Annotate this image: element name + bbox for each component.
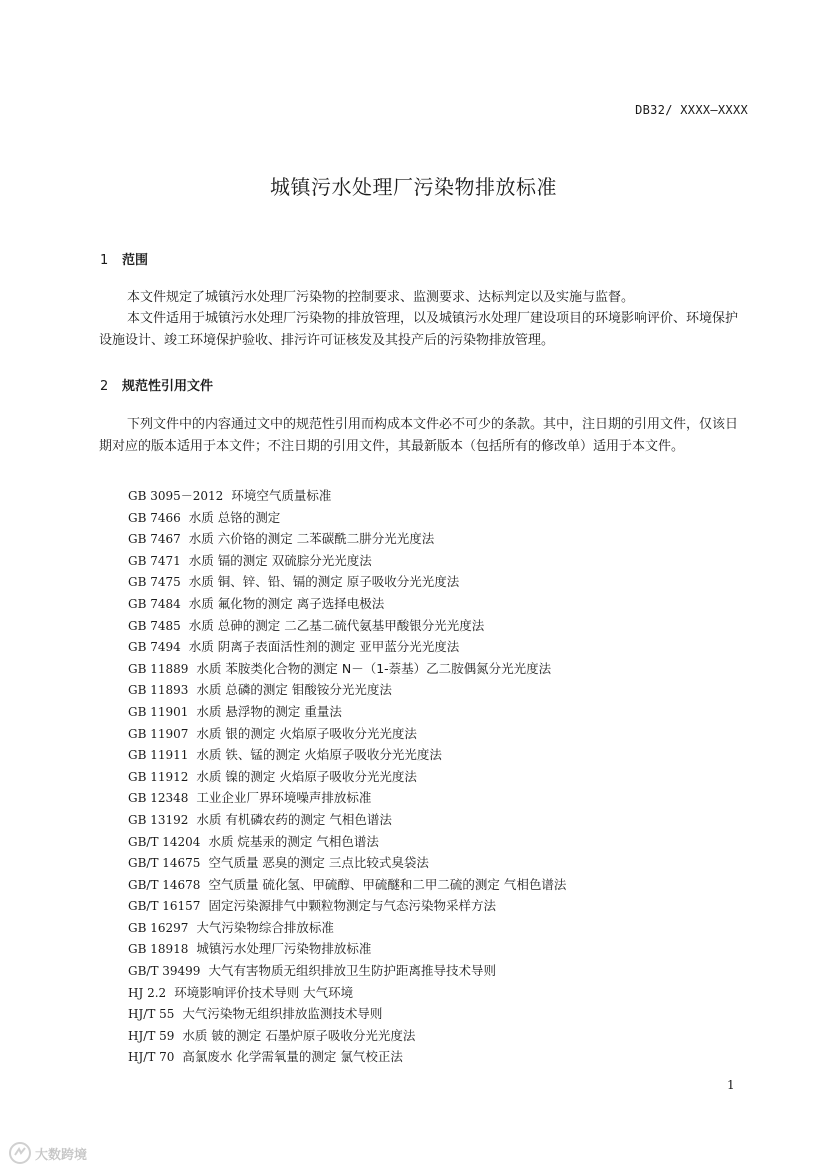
reference-code: GB 11911 bbox=[128, 748, 189, 763]
reference-title: 水质 镍的测定 火焰原子吸收分光光度法 bbox=[196, 768, 417, 784]
watermark-logo-icon bbox=[8, 1141, 32, 1165]
reference-code: GB 7471 bbox=[128, 553, 181, 568]
reference-title: 水质 苯胺类化合物的测定 N－（1-萘基）乙二胺偶氮分光光度法 bbox=[196, 660, 552, 676]
reference-title: 空气质量 硫化氢、甲硫醇、甲硫醚和二甲二硫的测定 气相色谱法 bbox=[208, 876, 567, 892]
reference-title: 水质 有机磷农药的测定 气相色谱法 bbox=[196, 811, 392, 827]
reference-code: GB/T 16157 bbox=[128, 899, 201, 914]
reference-code: GB/T 39499 bbox=[128, 964, 201, 979]
reference-code: GB 7467 bbox=[128, 532, 181, 547]
reference-item bbox=[128, 874, 566, 896]
reference-code: HJ/T 55 bbox=[128, 1007, 175, 1022]
reference-item bbox=[128, 550, 566, 572]
reference-title: 水质 总砷的测定 二乙基二硫代氨基甲酸银分光光度法 bbox=[188, 617, 485, 633]
reference-item bbox=[128, 744, 566, 766]
reference-code: GB/T 14678 bbox=[128, 877, 201, 892]
reference-title: 水质 银的测定 火焰原子吸收分光光度法 bbox=[196, 725, 417, 741]
reference-title: 大气污染物综合排放标准 bbox=[196, 919, 334, 935]
reference-title: 高氯废水 化学需氧量的测定 氯气校正法 bbox=[182, 1049, 403, 1065]
reference-code: HJ/T 59 bbox=[128, 1028, 175, 1043]
reference-code: GB 7475 bbox=[128, 575, 181, 590]
reference-item bbox=[128, 636, 566, 658]
section-1-heading bbox=[100, 249, 148, 268]
reference-code: GB 11901 bbox=[128, 704, 189, 719]
reference-item bbox=[128, 895, 566, 917]
reference-item bbox=[128, 571, 566, 593]
reference-item bbox=[128, 485, 566, 507]
reference-item bbox=[128, 593, 566, 615]
reference-code: GB 7485 bbox=[128, 618, 181, 633]
reference-code: GB 13192 bbox=[128, 812, 189, 827]
reference-list bbox=[128, 485, 566, 1068]
reference-code: GB 7466 bbox=[128, 510, 181, 525]
reference-item bbox=[128, 658, 566, 680]
section-1-number: 1 bbox=[100, 253, 109, 268]
reference-code: HJ 2.2 bbox=[128, 985, 167, 1000]
reference-item bbox=[128, 723, 566, 745]
reference-code: GB 3095－2012 bbox=[128, 489, 224, 503]
reference-code: GB/T 14204 bbox=[128, 834, 201, 849]
reference-code: GB 11912 bbox=[128, 769, 189, 784]
page-number: 1 bbox=[727, 1078, 735, 1092]
reference-title: 工业企业厂界环境噪声排放标准 bbox=[196, 790, 372, 806]
reference-title: 水质 铍的测定 石墨炉原子吸收分光光度法 bbox=[182, 1027, 416, 1043]
watermark bbox=[8, 1141, 87, 1165]
reference-title: 空气质量 恶臭的测定 三点比较式臭袋法 bbox=[208, 855, 429, 871]
reference-title: 水质 悬浮物的测定 重量法 bbox=[196, 703, 342, 719]
reference-code: GB 11907 bbox=[128, 726, 189, 741]
document-title: 城镇污水处理厂污染物排放标准 bbox=[270, 175, 557, 199]
section-1-paragraph-1: 本文件规定了城镇污水处理厂污染物的控制要求、监测要求、达标判定以及实施与监督。 bbox=[127, 290, 635, 305]
reference-item bbox=[128, 615, 566, 637]
reference-item bbox=[128, 917, 566, 939]
reference-code: GB/T 14675 bbox=[128, 856, 201, 871]
reference-code: GB 7484 bbox=[128, 596, 181, 611]
reference-item bbox=[128, 528, 566, 550]
reference-title: 水质 镉的测定 双硫腙分光光度法 bbox=[188, 552, 372, 568]
reference-title: 水质 铁、锰的测定 火焰原子吸收分光光度法 bbox=[196, 747, 442, 763]
reference-title: 固定污染源排气中颗粒物测定与气态污染物采样方法 bbox=[208, 898, 496, 914]
reference-item bbox=[128, 1025, 566, 1047]
reference-item bbox=[128, 1003, 566, 1025]
reference-code: GB 16297 bbox=[128, 920, 189, 935]
watermark-text: 大数跨境 bbox=[35, 1147, 88, 1163]
section-2-number: 2 bbox=[100, 379, 109, 394]
reference-title: 水质 阴离子表面活性剂的测定 亚甲蓝分光光度法 bbox=[188, 639, 460, 655]
reference-item bbox=[128, 701, 566, 723]
reference-title: 环境影响评价技术导则 大气环境 bbox=[174, 984, 354, 1000]
reference-code: GB 7494 bbox=[128, 640, 181, 655]
reference-title: 水质 烷基汞的测定 气相色谱法 bbox=[208, 833, 379, 849]
section-1-paragraph-2: 本文件适用于城镇污水处理厂污染物的排放管理，以及城镇污水处理厂建设项目的环境影响评价、环境保护设施设计、竣工环境保护验收、排污许可证核发及其投产后的污染物排放管理。 bbox=[99, 311, 739, 348]
reference-title: 水质 铜、锌、铅、镉的测定 原子吸收分光光度法 bbox=[188, 574, 460, 590]
reference-title: 水质 总磷的测定 钼酸铵分光光度法 bbox=[196, 682, 392, 698]
reference-item bbox=[128, 938, 566, 960]
reference-title: 水质 六价铬的测定 二苯碳酰二肼分光光度法 bbox=[188, 531, 435, 547]
reference-title: 大气有害物质无组织排放卫生防护距离推导技术导则 bbox=[208, 963, 496, 979]
reference-title: 环境空气质量标准 bbox=[231, 488, 332, 503]
reference-item bbox=[128, 809, 566, 831]
reference-title: 大气污染物无组织排放监测技术导则 bbox=[182, 1006, 383, 1022]
section-2-heading bbox=[100, 375, 213, 394]
reference-code: HJ/T 70 bbox=[128, 1050, 175, 1065]
reference-code: GB 18918 bbox=[128, 942, 189, 957]
reference-title: 城镇污水处理厂污染物排放标准 bbox=[196, 941, 372, 957]
reference-code: GB 11893 bbox=[128, 683, 189, 698]
section-1-title: 范围 bbox=[122, 253, 149, 268]
reference-code: GB 11889 bbox=[128, 661, 189, 676]
reference-item bbox=[128, 831, 566, 853]
reference-title: 水质 总铬的测定 bbox=[188, 509, 281, 525]
reference-item bbox=[128, 1046, 566, 1068]
reference-item bbox=[128, 507, 566, 529]
reference-item bbox=[128, 960, 566, 982]
document-code: DB32/ XXXX—XXXX bbox=[635, 103, 748, 117]
reference-item bbox=[128, 679, 566, 701]
reference-code: GB 12348 bbox=[128, 791, 189, 806]
reference-item bbox=[128, 982, 566, 1004]
reference-title: 水质 氟化物的测定 离子选择电极法 bbox=[188, 595, 385, 611]
reference-item bbox=[128, 766, 566, 788]
reference-item bbox=[128, 852, 566, 874]
section-2-title: 规范性引用文件 bbox=[122, 379, 214, 394]
reference-item bbox=[128, 787, 566, 809]
section-2-intro: 下列文件中的内容通过文中的规范性引用而构成本文件必不可少的条款。其中，注日期的引用文件，仅该日期对应的版本适用于本文件；不注日期的引用文件，其最新版本（包括所有的修改单）适用于本文件。 bbox=[99, 417, 739, 454]
